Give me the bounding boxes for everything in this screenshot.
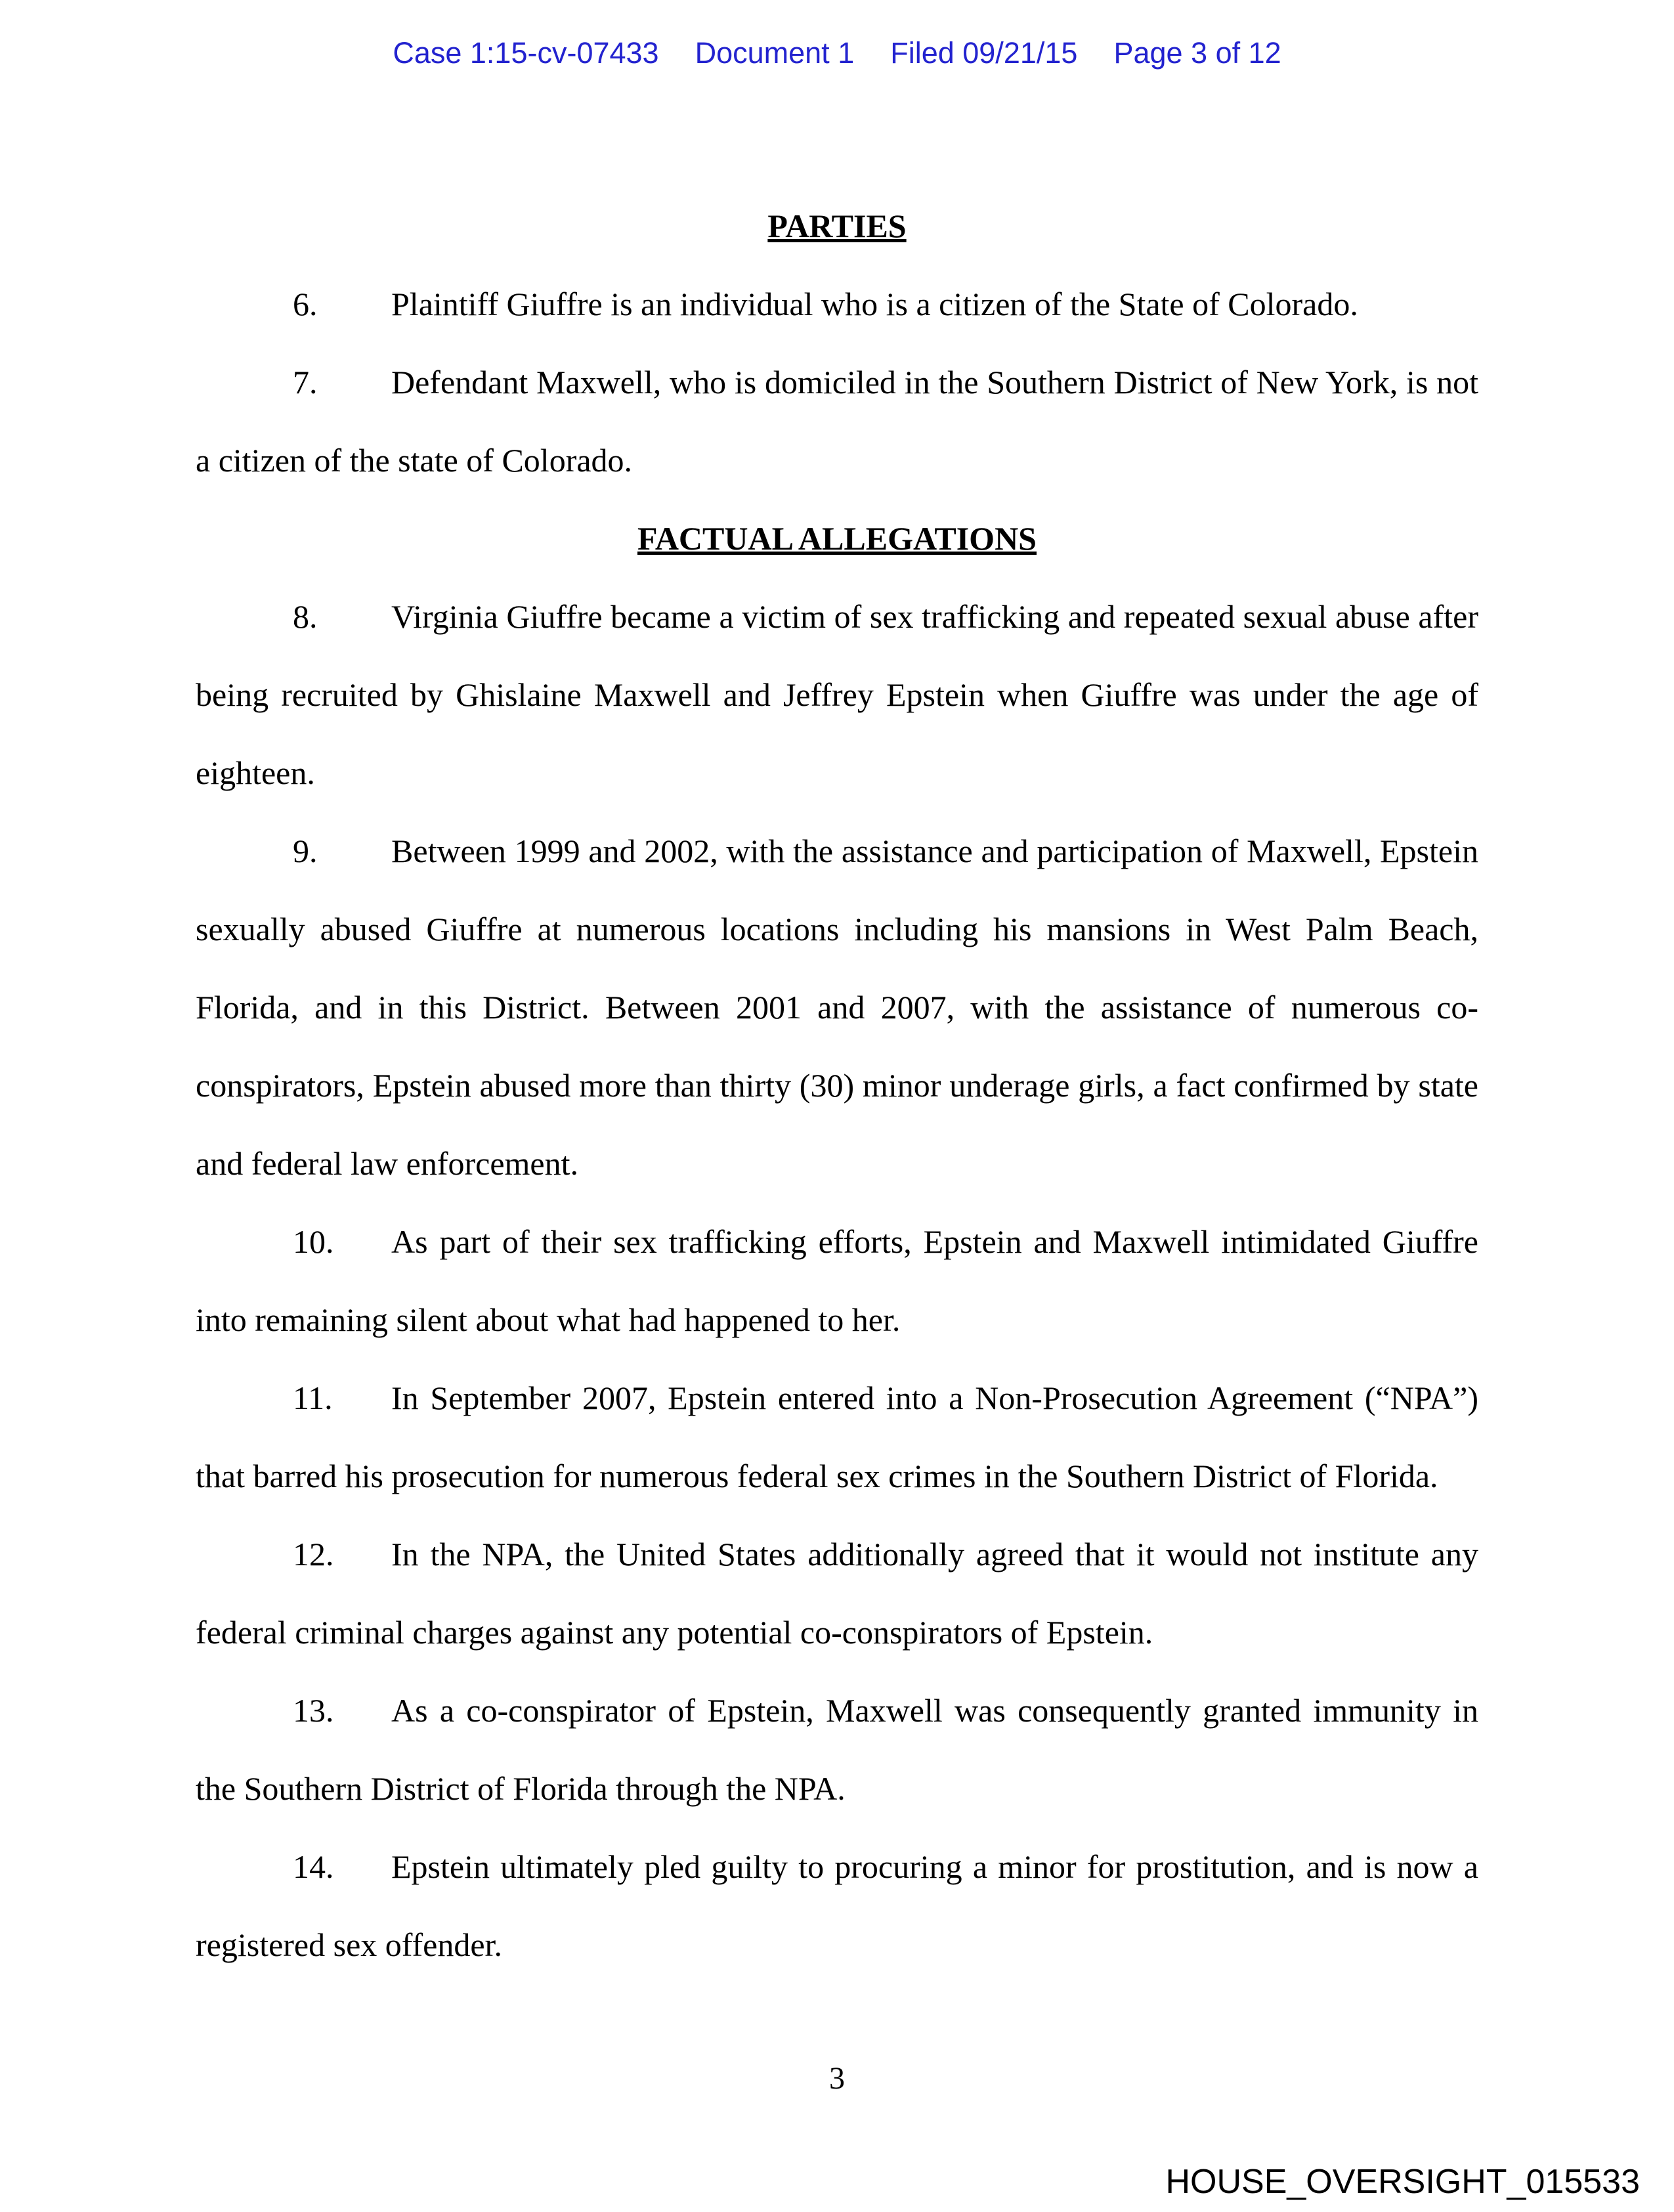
paragraph-number: 11.: [293, 1379, 333, 1416]
paragraph-text: Epstein ultimately pled guilty to procuring a minor for prostitution, and is now a registered sex offender.: [196, 1848, 1478, 1963]
legal-paragraph-6: [196, 265, 1478, 343]
legal-paragraph-7: [196, 343, 1478, 500]
legal-paragraph-10: [196, 1203, 1478, 1359]
bates-number: HOUSE_OVERSIGHT_015533: [1165, 2163, 1640, 2201]
page-number: 3: [829, 2061, 845, 2096]
paragraph-number: 9.: [293, 833, 318, 869]
document-body: [196, 187, 1478, 1984]
legal-paragraph-14: [196, 1828, 1478, 1984]
legal-paragraph-12: [196, 1515, 1478, 1672]
paragraph-number: 12.: [293, 1536, 334, 1572]
section-heading-parties: PARTIES: [767, 207, 907, 244]
paragraph-text: In the NPA, the United States additionally agreed that it would not institute any federal criminal charges against any potential co-conspirators of Epstein.: [196, 1536, 1478, 1651]
legal-paragraph-8: [196, 578, 1478, 812]
paragraph-number: 14.: [293, 1848, 334, 1885]
paragraph-text: Plaintiff Giuffre is an individual who is a citizen of the State of Colorado.: [391, 286, 1358, 322]
page-indicator: Page 3 of 12: [1113, 36, 1281, 70]
paragraph-number: 13.: [293, 1692, 334, 1729]
paragraph-text: As a co-conspirator of Epstein, Maxwell was consequently granted immunity in the Southern District of Florida through the NPA.: [196, 1692, 1478, 1807]
paragraph-number: 6.: [293, 286, 318, 322]
paragraph-text: Defendant Maxwell, who is domiciled in the Southern District of New York, is not a citizen of the state of Colorado.: [196, 364, 1478, 479]
section-heading-factual-allegations: FACTUAL ALLEGATIONS: [637, 520, 1037, 557]
document-number: Document 1: [695, 36, 855, 70]
paragraph-number: 10.: [293, 1223, 334, 1260]
case-number: Case 1:15-cv-07433: [393, 36, 659, 70]
paragraph-text: Virginia Giuffre became a victim of sex trafficking and repeated sexual abuse after being recruited by Ghislaine Maxwell and Jeffrey Epstein when Giuffre was under the age of eighteen.: [196, 598, 1478, 791]
case-stamp-header: [0, 36, 1674, 70]
legal-paragraph-13: [196, 1672, 1478, 1828]
paragraph-number: 8.: [293, 598, 318, 635]
paragraph-text: In September 2007, Epstein entered into a Non-Prosecution Agreement (“NPA”) that barred his prosecution for numerous federal sex crimes in the Southern District of Florida.: [196, 1379, 1478, 1494]
paragraph-number: 7.: [293, 364, 318, 401]
legal-paragraph-11: [196, 1359, 1478, 1515]
filed-date: Filed 09/21/15: [890, 36, 1078, 70]
paragraph-text: Between 1999 and 2002, with the assistance and participation of Maxwell, Epstein sexually abused Giuffre at numerous locations including his mansions in West Palm Beach, Florida, and in this District. Between 2001 and 2007, with the assistance of numerous co-conspirators, Epstein abused more than thirty (30) minor underage girls, a fact confirmed by state and federal law enforcement.: [196, 833, 1478, 1182]
paragraph-text: As part of their sex trafficking efforts, Epstein and Maxwell intimidated Giuffre into remaining silent about what had happened to her.: [196, 1223, 1478, 1338]
legal-paragraph-9: [196, 812, 1478, 1203]
